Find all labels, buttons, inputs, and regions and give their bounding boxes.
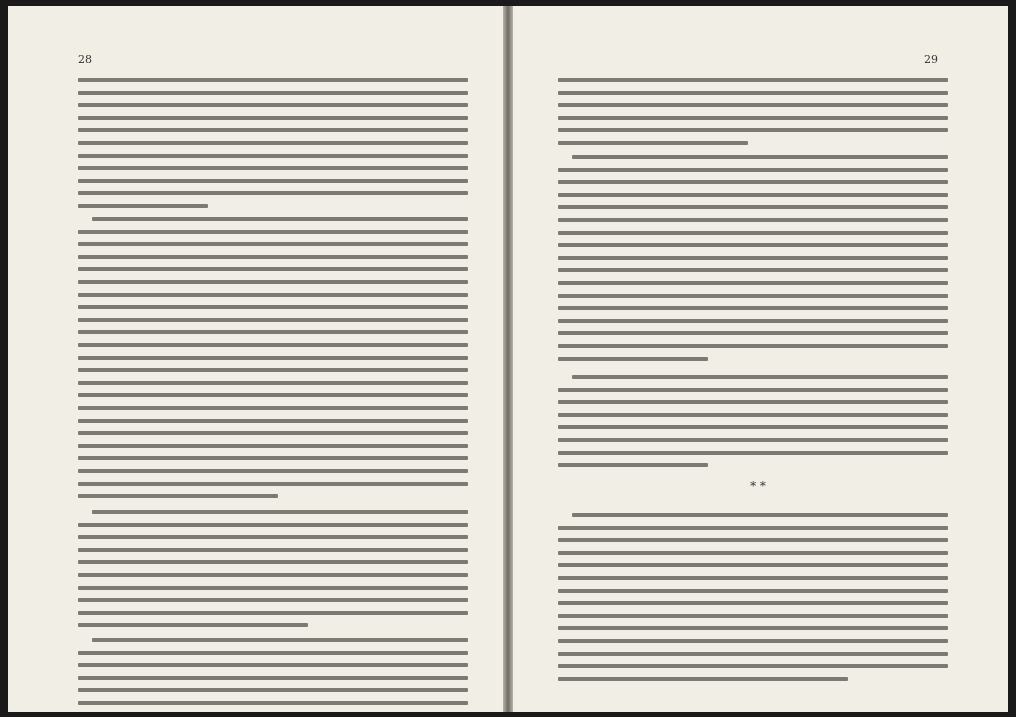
- text-line-placeholder: [78, 623, 308, 627]
- text-line-placeholder: [78, 651, 468, 655]
- text-line-placeholder: [558, 116, 948, 120]
- text-line-placeholder: [78, 356, 468, 360]
- text-line-placeholder: [558, 180, 948, 184]
- text-line-placeholder: [558, 425, 948, 429]
- text-line-placeholder: [558, 589, 948, 593]
- page-number: 29: [924, 53, 938, 66]
- text-line-placeholder: [78, 548, 468, 552]
- text-line-placeholder: [78, 663, 468, 667]
- text-line-placeholder: [558, 357, 708, 361]
- text-line-placeholder: [558, 128, 948, 132]
- text-line-placeholder: [558, 538, 948, 542]
- text-line-placeholder: [78, 573, 468, 577]
- text-line-placeholder: [558, 78, 948, 82]
- text-line-placeholder: [558, 294, 948, 298]
- text-line-placeholder: [78, 494, 278, 498]
- text-line-placeholder: [558, 344, 948, 348]
- text-line-placeholder: [558, 306, 948, 310]
- page-number: 28: [78, 53, 92, 66]
- book-gutter: [503, 6, 513, 712]
- text-line-placeholder: [78, 444, 468, 448]
- text-line-placeholder: [78, 535, 468, 539]
- text-line-placeholder: [78, 204, 208, 208]
- text-line-placeholder: [78, 103, 468, 107]
- text-line-placeholder: [78, 242, 468, 246]
- text-line-placeholder: [558, 626, 948, 630]
- text-line-placeholder: [78, 191, 468, 195]
- text-line-placeholder: [78, 406, 468, 410]
- text-line-placeholder: [558, 168, 948, 172]
- text-line-placeholder: [558, 563, 948, 567]
- text-line-placeholder: [92, 510, 468, 514]
- text-line-placeholder: [558, 652, 948, 656]
- text-line-placeholder: [78, 688, 468, 692]
- text-line-placeholder: [78, 154, 468, 158]
- text-line-placeholder: [558, 281, 948, 285]
- text-line-placeholder: [558, 576, 948, 580]
- text-line-placeholder: [558, 91, 948, 95]
- text-line-placeholder: [78, 393, 468, 397]
- text-line-placeholder: [558, 677, 848, 681]
- text-line-placeholder: [78, 305, 468, 309]
- text-line-placeholder: [78, 230, 468, 234]
- text-line-placeholder: [78, 431, 468, 435]
- text-line-placeholder: [558, 256, 948, 260]
- text-line-placeholder: [558, 205, 948, 209]
- text-line-placeholder: [78, 456, 468, 460]
- text-line-placeholder: [78, 343, 468, 347]
- text-line-placeholder: [558, 388, 948, 392]
- right-page: [513, 6, 1008, 712]
- text-line-placeholder: [78, 368, 468, 372]
- text-line-placeholder: [558, 400, 948, 404]
- section-separator: * *: [750, 479, 766, 493]
- text-line-placeholder: [558, 463, 708, 467]
- text-line-placeholder: [78, 482, 468, 486]
- text-line-placeholder: [78, 701, 468, 705]
- text-line-placeholder: [558, 413, 948, 417]
- text-line-placeholder: [558, 231, 948, 235]
- left-page: [8, 6, 503, 712]
- text-line-placeholder: [572, 155, 948, 159]
- text-line-placeholder: [78, 381, 468, 385]
- text-line-placeholder: [78, 469, 468, 473]
- text-line-placeholder: [558, 103, 948, 107]
- text-line-placeholder: [558, 526, 948, 530]
- text-line-placeholder: [558, 319, 948, 323]
- text-line-placeholder: [78, 318, 468, 322]
- text-line-placeholder: [558, 639, 948, 643]
- text-line-placeholder: [558, 193, 948, 197]
- text-line-placeholder: [78, 293, 468, 297]
- text-line-placeholder: [558, 331, 948, 335]
- text-line-placeholder: [572, 375, 948, 379]
- text-line-placeholder: [78, 611, 468, 615]
- text-line-placeholder: [558, 551, 948, 555]
- text-line-placeholder: [572, 513, 948, 517]
- text-line-placeholder: [558, 268, 948, 272]
- text-line-placeholder: [78, 598, 468, 602]
- text-line-placeholder: [78, 78, 468, 82]
- text-line-placeholder: [78, 128, 468, 132]
- text-line-placeholder: [92, 638, 468, 642]
- text-line-placeholder: [78, 267, 468, 271]
- text-line-placeholder: [92, 217, 468, 221]
- text-line-placeholder: [78, 586, 468, 590]
- text-line-placeholder: [558, 601, 948, 605]
- text-line-placeholder: [558, 438, 948, 442]
- text-line-placeholder: [558, 243, 948, 247]
- text-line-placeholder: [78, 116, 468, 120]
- text-line-placeholder: [78, 280, 468, 284]
- text-line-placeholder: [558, 664, 948, 668]
- text-line-placeholder: [78, 560, 468, 564]
- text-line-placeholder: [78, 330, 468, 334]
- text-line-placeholder: [558, 614, 948, 618]
- text-line-placeholder: [78, 179, 468, 183]
- text-line-placeholder: [78, 166, 468, 170]
- text-line-placeholder: [78, 523, 468, 527]
- text-line-placeholder: [78, 419, 468, 423]
- text-line-placeholder: [558, 451, 948, 455]
- text-line-placeholder: [558, 141, 748, 145]
- text-line-placeholder: [78, 676, 468, 680]
- text-line-placeholder: [558, 218, 948, 222]
- text-line-placeholder: [78, 141, 468, 145]
- text-line-placeholder: [78, 91, 468, 95]
- text-line-placeholder: [78, 255, 468, 259]
